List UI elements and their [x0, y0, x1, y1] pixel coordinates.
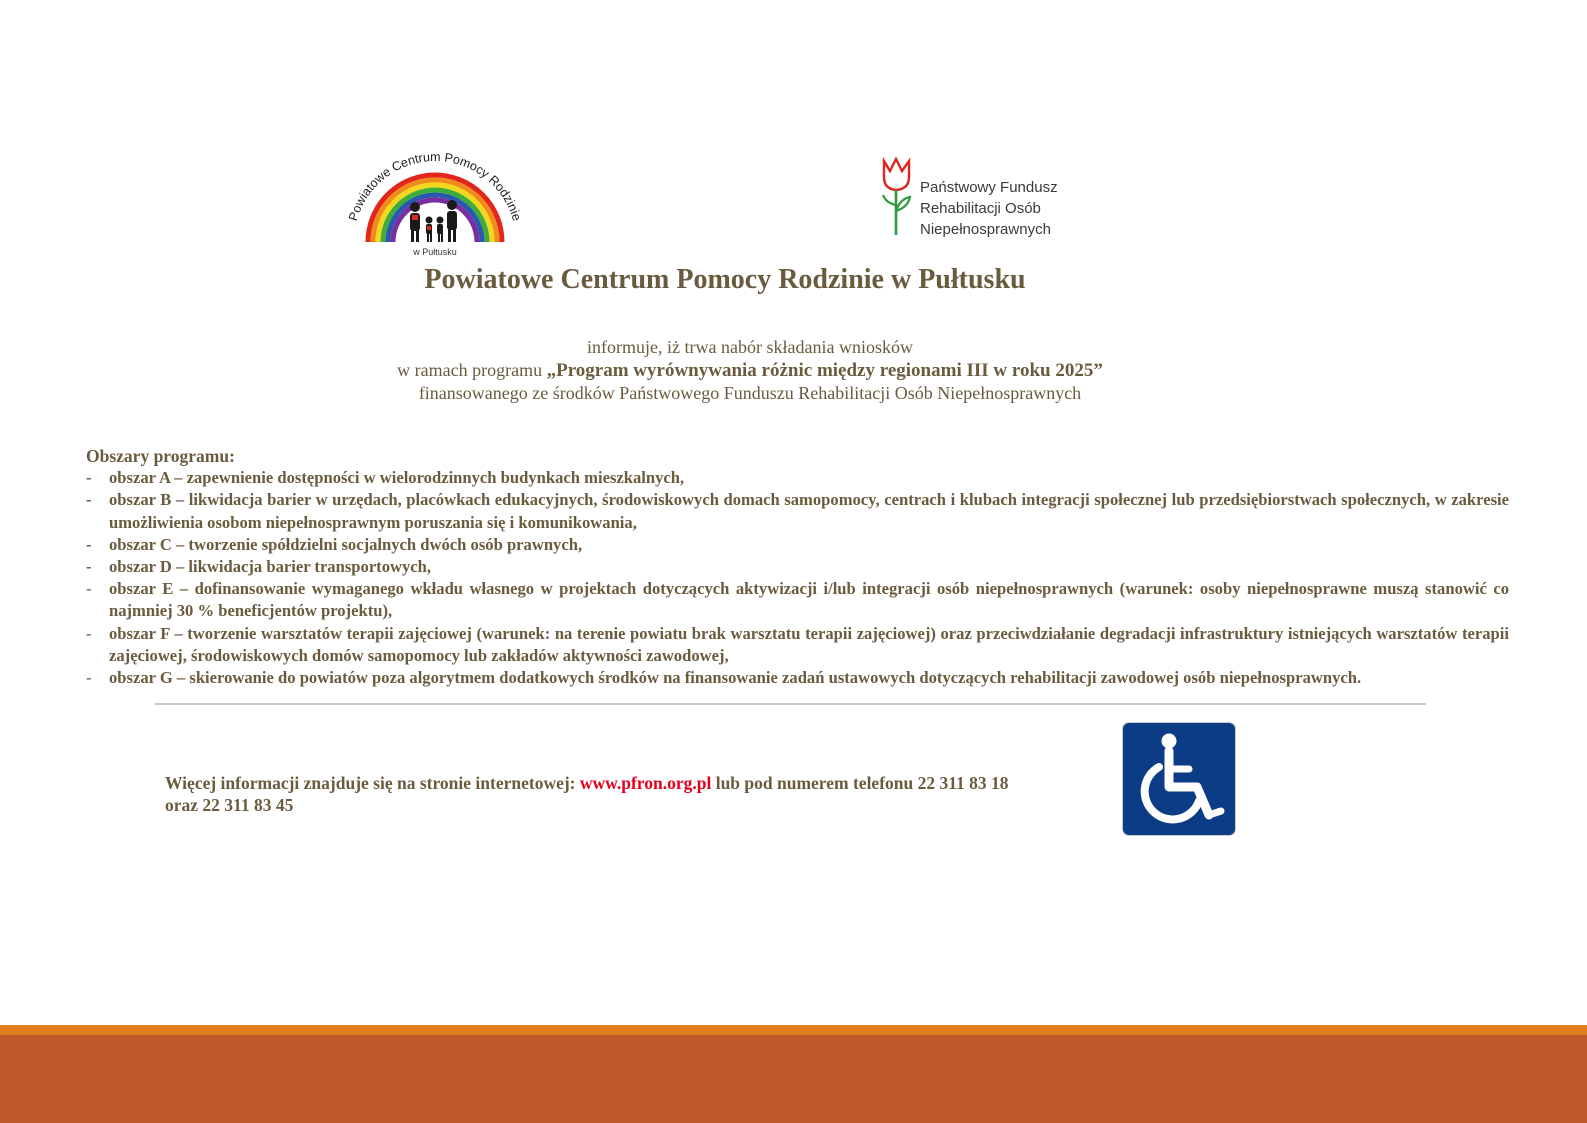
pfron-name-line1: Państwowy Fundusz	[920, 179, 1058, 196]
tulip-icon	[878, 155, 914, 241]
more-info-line1	[165, 772, 1095, 794]
more-info-suffix: lub pod numerem telefonu 22 311 83 18	[711, 773, 1009, 793]
rainbow-family-icon	[340, 150, 530, 262]
area-item-a	[86, 467, 1509, 489]
footer-bar-rust	[0, 1035, 1587, 1123]
footer-bar-orange	[0, 1025, 1587, 1035]
area-dash: -	[86, 490, 92, 510]
areas-heading: Obszary programu:	[86, 446, 235, 466]
area-text: obszar C – tworzenie spółdzielni socjalnych dwóch osób prawnych,	[109, 534, 583, 554]
area-dash: -	[86, 468, 92, 488]
intro-line2-prefix: w ramach programu	[397, 360, 547, 380]
program-name: „Program wyrównywania różnic między regionami III w roku 2025”	[546, 360, 1103, 381]
pcpr-sub-text: w Pułtusku	[413, 247, 457, 257]
pfron-name-line3: Niepełnosprawnych	[920, 221, 1051, 238]
area-item-f	[86, 623, 1509, 667]
intro-block	[0, 336, 1500, 405]
accessibility-sign	[1123, 723, 1235, 835]
pfron-website-link[interactable]: www.pfron.org.pl	[579, 773, 712, 793]
area-item-d	[86, 556, 1509, 578]
program-areas	[86, 445, 1509, 689]
area-item-g	[86, 667, 1509, 689]
pfron-name-line2: Rehabilitacji Osób	[920, 200, 1041, 217]
pfron-logo	[878, 155, 1058, 245]
more-info-prefix: Więcej informacji znajduje się na stronie internetowej:	[165, 773, 580, 793]
more-info	[165, 772, 1095, 816]
area-text: obszar B – likwidacja barier w urzędach, placówkach edukacyjnych, środowiskowych domach samopomocy, centrach i klubach integracji społecznej lub przedsiębiorstwach społecznych, w zakresie umożliwienia osobom niepełnosprawnym poruszania się i komunikowania,	[109, 490, 1509, 532]
area-text: obszar G – skierowanie do powiatów poza algorytmem dodatkowych środków na finansowanie zadań ustawowych dotyczących rehabilitacji zawodowej osób niepełnosprawnych.	[109, 668, 1362, 688]
area-dash: -	[86, 579, 92, 599]
area-dash: -	[86, 623, 92, 643]
intro-line2	[0, 359, 1500, 382]
area-text: obszar A – zapewnienie dostępności w wielorodzinnych budynkach mieszkalnych,	[109, 468, 685, 488]
page-title: Powiatowe Centrum Pomocy Rodzinie w Pułtusku	[424, 264, 1026, 295]
pfron-name	[920, 177, 1058, 240]
area-text: obszar D – likwidacja barier transportowych,	[109, 557, 432, 577]
area-dash: -	[86, 668, 92, 688]
area-dash: -	[86, 534, 92, 554]
area-text: obszar E – dofinansowanie wymaganego wkładu własnego w projektach dotyczących aktywizacji i/lub integracji osób niepełnosprawnych (warunek: osoby niepełnosprawne muszą stanowić co najmniej 30 % beneficjentów projektu),	[109, 579, 1509, 621]
area-item-c	[86, 534, 1509, 556]
intro-line3: finansowanego ze środków Państwowego Funduszu Rehabilitacji Osób Niepełnosprawnych	[418, 383, 1082, 403]
pcpr-arc-text: Powiatowe Centrum Pomocy Rodzinie	[346, 150, 524, 223]
area-item-e	[86, 578, 1509, 622]
area-item-b	[86, 489, 1509, 533]
divider	[155, 703, 1426, 705]
pcpr-logo	[340, 150, 530, 262]
area-dash: -	[86, 557, 92, 577]
more-info-line2: oraz 22 311 83 45	[165, 795, 294, 815]
wheelchair-icon	[1123, 723, 1235, 835]
area-text: obszar F – tworzenie warsztatów terapii zajęciowej (warunek: na terenie powiatu brak warsztatu terapii zajęciowej) oraz przeciwdziałanie degradacji infrastruktury istniejących warsztatów terapii zajęciowej, środowiskowych domów samopomocy lub zakładów aktywności zawodowej,	[109, 623, 1509, 665]
intro-line1: informuje, iż trwa nabór składania wniosków	[587, 337, 913, 357]
